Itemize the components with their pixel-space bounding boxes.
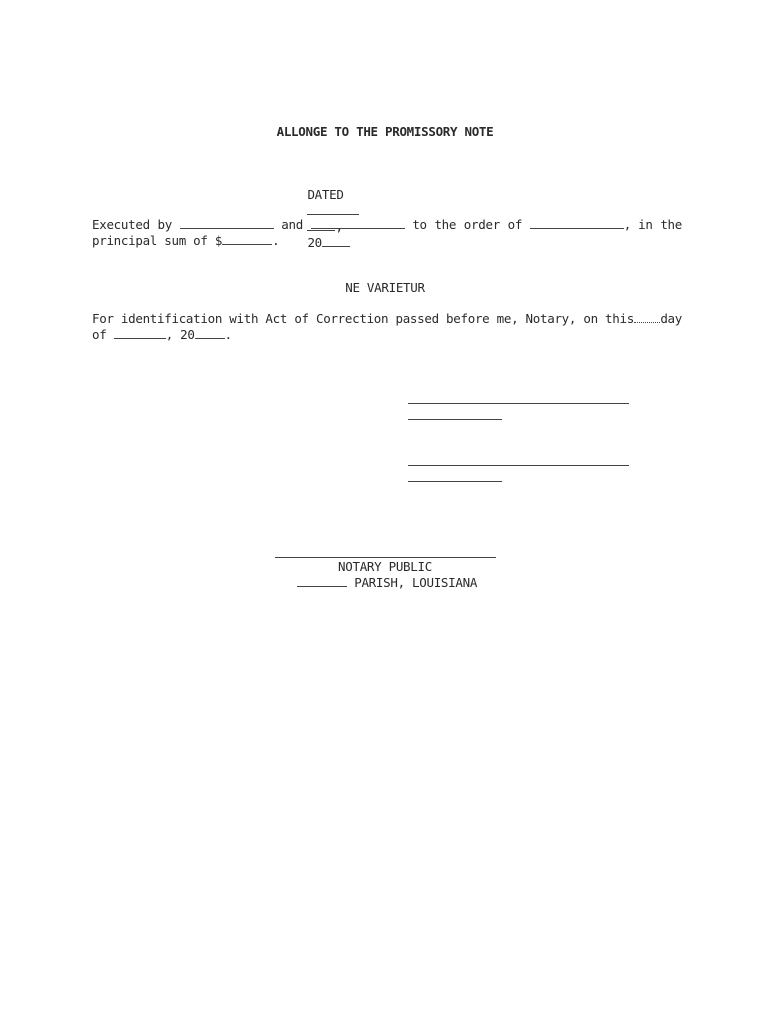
signature-line-1[interactable] [408,403,629,404]
parish-label: PARISH, LOUISIANA [347,575,478,590]
identification-paragraph [92,311,682,343]
ne-varietur-heading: NE VARIETUR [345,280,425,295]
word: of [507,217,523,232]
dated-label: DATED [307,187,344,202]
of-word: of [92,327,107,342]
signature-name-line-2[interactable] [408,481,502,482]
executor-2-blank[interactable] [311,217,405,229]
executed-line-2 [92,233,682,249]
signature-line-2[interactable] [408,465,629,466]
payee-blank[interactable] [530,217,624,229]
day-word: day [660,311,682,326]
notary-year-blank[interactable] [195,327,225,339]
word: order [463,217,500,232]
word: Executed [92,217,150,232]
notary-public-label: NOTARY PUBLIC [338,559,432,574]
parish-name-blank[interactable] [297,575,347,587]
executed-paragraph [92,217,682,249]
identification-line-2 [92,327,682,343]
word: to [412,217,427,232]
word: , in [623,217,653,232]
dated-comma: , [335,219,343,234]
document-title: ALLONGE TO THE PROMISSORY NOTE [276,124,494,139]
notary-signature-line[interactable] [275,557,496,558]
executor-1-blank[interactable] [180,217,274,229]
dated-year-prefix: 20 [307,235,322,250]
principal-sum-label: principal sum of $ [92,233,223,248]
signature-name-line-1[interactable] [408,419,502,420]
executed-line-1 [92,217,682,233]
word: and [281,217,303,232]
word: the [434,217,457,232]
dated-month-blank[interactable] [307,203,359,215]
notary-month-blank[interactable] [114,327,166,339]
year-prefix: , 20 [165,327,195,342]
period: . [224,327,232,342]
notary-parish-line [297,575,477,591]
notary-day-blank[interactable] [634,311,660,323]
identification-line-1 [92,311,682,327]
word: by [157,217,172,232]
word: the [660,217,682,232]
period: . [272,233,280,248]
principal-sum-blank[interactable] [222,233,272,245]
identification-text: For identification with Act of Correction passed before me, Notary, on this [92,311,634,326]
